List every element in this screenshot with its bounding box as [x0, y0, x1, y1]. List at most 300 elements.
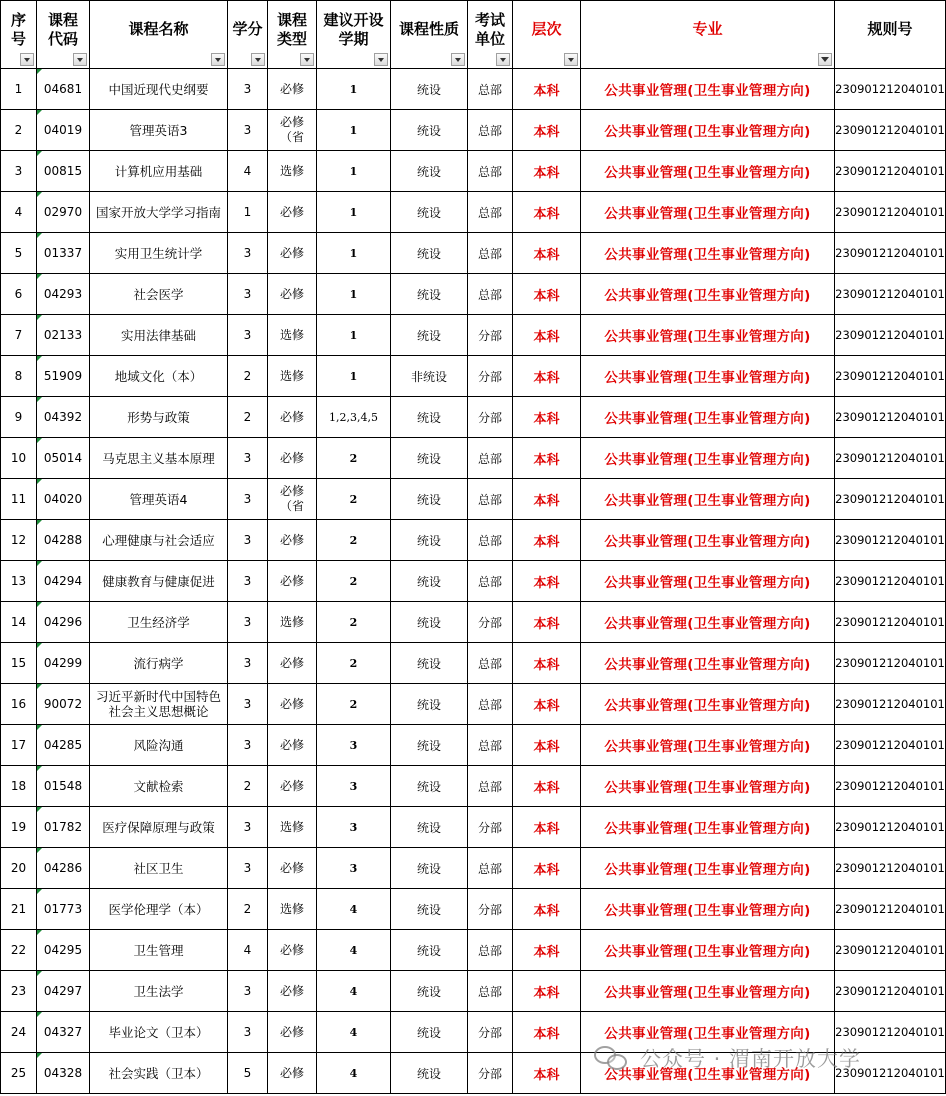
cell-credit[interactable]: [228, 151, 268, 192]
cell-seq[interactable]: [1, 520, 37, 561]
cell-major[interactable]: [581, 69, 835, 110]
cell-type[interactable]: [268, 397, 317, 438]
cell-exam[interactable]: [468, 274, 513, 315]
cell-credit[interactable]: [228, 766, 268, 807]
cell-major[interactable]: [581, 725, 835, 766]
cell-name[interactable]: [90, 151, 228, 192]
cell-name[interactable]: [90, 643, 228, 684]
cell-level[interactable]: [513, 766, 581, 807]
cell-nature[interactable]: [391, 69, 468, 110]
cell-major[interactable]: [581, 561, 835, 602]
cell-exam[interactable]: [468, 1012, 513, 1053]
cell-name[interactable]: [90, 602, 228, 643]
cell-credit[interactable]: [228, 192, 268, 233]
cell-seq[interactable]: [1, 971, 37, 1012]
cell-name[interactable]: [90, 684, 228, 725]
cell-level[interactable]: [513, 110, 581, 151]
cell-code[interactable]: [37, 192, 90, 233]
cell-nature[interactable]: [391, 233, 468, 274]
cell-credit[interactable]: [228, 930, 268, 971]
cell-seq[interactable]: [1, 315, 37, 356]
cell-level[interactable]: [513, 930, 581, 971]
cell-nature[interactable]: [391, 725, 468, 766]
cell-level[interactable]: [513, 889, 581, 930]
cell-exam[interactable]: [468, 766, 513, 807]
cell-major[interactable]: [581, 233, 835, 274]
cell-level[interactable]: [513, 315, 581, 356]
cell-exam[interactable]: [468, 889, 513, 930]
cell-term[interactable]: [317, 1053, 391, 1094]
cell-code[interactable]: [37, 69, 90, 110]
number-as-text-marker-icon: [37, 69, 42, 74]
cell-nature[interactable]: [391, 520, 468, 561]
cell-major[interactable]: [581, 397, 835, 438]
cell-term[interactable]: [317, 397, 391, 438]
cell-term[interactable]: [317, 807, 391, 848]
filter-dropdown-button[interactable]: [374, 53, 388, 66]
cell-credit[interactable]: [228, 725, 268, 766]
cell-level[interactable]: [513, 1012, 581, 1053]
cell-credit[interactable]: [228, 274, 268, 315]
cell-text: 必修: [279, 245, 304, 260]
cell-rule[interactable]: [835, 643, 946, 684]
cell-exam[interactable]: [468, 971, 513, 1012]
cell-nature[interactable]: [391, 971, 468, 1012]
cell-name[interactable]: [90, 561, 228, 602]
cell-type[interactable]: [268, 274, 317, 315]
cell-type[interactable]: [268, 930, 317, 971]
cell-code[interactable]: [37, 684, 90, 725]
cell-rule[interactable]: [835, 848, 946, 889]
cell-nature[interactable]: [391, 602, 468, 643]
cell-code[interactable]: [37, 479, 90, 520]
cell-nature[interactable]: [391, 1012, 468, 1053]
cell-term[interactable]: [317, 151, 391, 192]
cell-nature[interactable]: [391, 807, 468, 848]
cell-major[interactable]: [581, 110, 835, 151]
cell-term[interactable]: [317, 766, 391, 807]
cell-exam[interactable]: [468, 397, 513, 438]
cell-rule[interactable]: [835, 233, 946, 274]
cell-seq[interactable]: [1, 643, 37, 684]
cell-major[interactable]: [581, 643, 835, 684]
cell-text: 1: [349, 123, 358, 137]
cell-code[interactable]: [37, 848, 90, 889]
cell-seq[interactable]: [1, 192, 37, 233]
cell-code[interactable]: [37, 1053, 90, 1094]
cell-rule[interactable]: [835, 315, 946, 356]
cell-type[interactable]: [268, 520, 317, 561]
cell-exam[interactable]: [468, 807, 513, 848]
cell-major[interactable]: [581, 274, 835, 315]
cell-rule[interactable]: [835, 561, 946, 602]
cell-code[interactable]: [37, 971, 90, 1012]
filter-dropdown-button[interactable]: [451, 53, 465, 66]
cell-credit[interactable]: [228, 110, 268, 151]
cell-seq[interactable]: [1, 69, 37, 110]
cell-level[interactable]: [513, 602, 581, 643]
cell-rule[interactable]: [835, 151, 946, 192]
filter-dropdown-button[interactable]: [73, 53, 87, 66]
cell-type[interactable]: [268, 848, 317, 889]
cell-seq[interactable]: [1, 930, 37, 971]
cell-nature[interactable]: [391, 1053, 468, 1094]
cell-term[interactable]: [317, 971, 391, 1012]
cell-code[interactable]: [37, 438, 90, 479]
cell-term[interactable]: [317, 602, 391, 643]
cell-type[interactable]: [268, 684, 317, 725]
cell-rule[interactable]: [835, 602, 946, 643]
cell-credit[interactable]: [228, 971, 268, 1012]
cell-major[interactable]: [581, 520, 835, 561]
cell-rule[interactable]: [835, 520, 946, 561]
cell-credit[interactable]: [228, 1053, 268, 1094]
cell-name[interactable]: [90, 438, 228, 479]
cell-nature[interactable]: [391, 848, 468, 889]
cell-exam[interactable]: [468, 848, 513, 889]
cell-credit[interactable]: [228, 643, 268, 684]
cell-name[interactable]: [90, 725, 228, 766]
cell-code[interactable]: [37, 110, 90, 151]
cell-exam[interactable]: [468, 233, 513, 274]
cell-rule[interactable]: [835, 438, 946, 479]
cell-credit[interactable]: [228, 479, 268, 520]
cell-major[interactable]: [581, 971, 835, 1012]
cell-code[interactable]: [37, 807, 90, 848]
cell-type[interactable]: [268, 766, 317, 807]
cell-rule[interactable]: [835, 766, 946, 807]
filter-dropdown-button[interactable]: [251, 53, 265, 66]
table-row: [1, 479, 946, 520]
cell-seq[interactable]: [1, 110, 37, 151]
cell-term[interactable]: [317, 479, 391, 520]
cell-type[interactable]: [268, 315, 317, 356]
cell-nature[interactable]: [391, 438, 468, 479]
table-row: [1, 438, 946, 479]
cell-type[interactable]: [268, 561, 317, 602]
col-header-level: [513, 1, 581, 69]
cell-rule[interactable]: [835, 274, 946, 315]
cell-rule[interactable]: [835, 397, 946, 438]
cell-code[interactable]: [37, 766, 90, 807]
cell-term[interactable]: [317, 684, 391, 725]
cell-name[interactable]: [90, 192, 228, 233]
cell-exam[interactable]: [468, 192, 513, 233]
cell-level[interactable]: [513, 274, 581, 315]
cell-name[interactable]: [90, 848, 228, 889]
cell-type[interactable]: [268, 479, 317, 520]
cell-rule[interactable]: [835, 69, 946, 110]
cell-term[interactable]: [317, 889, 391, 930]
cell-code[interactable]: [37, 356, 90, 397]
cell-name[interactable]: [90, 1053, 228, 1094]
col-header-label: 专业: [692, 20, 723, 38]
cell-seq[interactable]: [1, 602, 37, 643]
cell-type[interactable]: [268, 1012, 317, 1053]
cell-text: 必修: [279, 1065, 304, 1080]
cell-seq[interactable]: [1, 766, 37, 807]
cell-seq[interactable]: [1, 1012, 37, 1053]
cell-term[interactable]: [317, 1012, 391, 1053]
filter-dropdown-button[interactable]: [20, 53, 34, 66]
cell-term[interactable]: [317, 520, 391, 561]
cell-type[interactable]: [268, 110, 317, 151]
cell-nature[interactable]: [391, 192, 468, 233]
cell-major[interactable]: [581, 438, 835, 479]
cell-seq[interactable]: [1, 684, 37, 725]
cell-nature[interactable]: [391, 479, 468, 520]
cell-term[interactable]: [317, 356, 391, 397]
cell-rule[interactable]: [835, 192, 946, 233]
cell-type[interactable]: [268, 643, 317, 684]
cell-exam[interactable]: [468, 110, 513, 151]
cell-text: 必修: [279, 573, 304, 588]
cell-rule[interactable]: [835, 930, 946, 971]
cell-term[interactable]: [317, 561, 391, 602]
cell-credit[interactable]: [228, 233, 268, 274]
cell-nature[interactable]: [391, 561, 468, 602]
cell-level[interactable]: [513, 971, 581, 1012]
cell-major[interactable]: [581, 766, 835, 807]
cell-major[interactable]: [581, 684, 835, 725]
cell-rule[interactable]: [835, 725, 946, 766]
cell-level[interactable]: [513, 356, 581, 397]
cell-name[interactable]: [90, 397, 228, 438]
cell-type[interactable]: [268, 438, 317, 479]
cell-level[interactable]: [513, 520, 581, 561]
cell-text: 5: [14, 246, 23, 260]
cell-level[interactable]: [513, 69, 581, 110]
cell-text: 总部: [477, 984, 502, 999]
cell-term[interactable]: [317, 643, 391, 684]
cell-seq[interactable]: [1, 889, 37, 930]
cell-exam[interactable]: [468, 69, 513, 110]
cell-level[interactable]: [513, 479, 581, 520]
cell-level[interactable]: [513, 684, 581, 725]
cell-code[interactable]: [37, 1012, 90, 1053]
cell-credit[interactable]: [228, 438, 268, 479]
cell-type[interactable]: [268, 971, 317, 1012]
cell-seq[interactable]: [1, 151, 37, 192]
cell-credit[interactable]: [228, 889, 268, 930]
cell-nature[interactable]: [391, 110, 468, 151]
cell-rule[interactable]: [835, 356, 946, 397]
cell-level[interactable]: [513, 807, 581, 848]
filter-dropdown-button[interactable]: [211, 53, 225, 66]
cell-code[interactable]: [37, 643, 90, 684]
cell-seq[interactable]: [1, 397, 37, 438]
cell-major[interactable]: [581, 192, 835, 233]
cell-nature[interactable]: [391, 151, 468, 192]
cell-nature[interactable]: [391, 930, 468, 971]
cell-type[interactable]: [268, 889, 317, 930]
cell-text: 3: [243, 82, 252, 96]
cell-seq[interactable]: [1, 807, 37, 848]
cell-name[interactable]: [90, 274, 228, 315]
cell-term[interactable]: [317, 274, 391, 315]
cell-level[interactable]: [513, 397, 581, 438]
cell-level[interactable]: [513, 192, 581, 233]
cell-level[interactable]: [513, 151, 581, 192]
cell-level[interactable]: [513, 561, 581, 602]
cell-nature[interactable]: [391, 397, 468, 438]
cell-nature[interactable]: [391, 889, 468, 930]
cell-name[interactable]: [90, 69, 228, 110]
cell-term[interactable]: [317, 848, 391, 889]
cell-credit[interactable]: [228, 315, 268, 356]
cell-text: 2: [349, 492, 358, 506]
cell-code[interactable]: [37, 233, 90, 274]
cell-name[interactable]: [90, 356, 228, 397]
cell-nature[interactable]: [391, 315, 468, 356]
cell-level[interactable]: [513, 438, 581, 479]
cell-major[interactable]: [581, 356, 835, 397]
cell-rule[interactable]: [835, 479, 946, 520]
cell-type[interactable]: [268, 1053, 317, 1094]
cell-code[interactable]: [37, 397, 90, 438]
cell-major[interactable]: [581, 151, 835, 192]
cell-exam[interactable]: [468, 602, 513, 643]
cell-text: 230901212040101: [835, 984, 945, 998]
cell-term[interactable]: [317, 315, 391, 356]
cell-name[interactable]: [90, 520, 228, 561]
cell-credit[interactable]: [228, 848, 268, 889]
cell-seq[interactable]: [1, 725, 37, 766]
filter-active-icon[interactable]: [818, 53, 832, 66]
cell-code[interactable]: [37, 889, 90, 930]
cell-exam[interactable]: [468, 1053, 513, 1094]
cell-term[interactable]: [317, 233, 391, 274]
filter-dropdown-button[interactable]: [496, 53, 510, 66]
cell-credit[interactable]: [228, 561, 268, 602]
cell-level[interactable]: [513, 1053, 581, 1094]
cell-name[interactable]: [90, 930, 228, 971]
cell-major[interactable]: [581, 479, 835, 520]
cell-type[interactable]: [268, 807, 317, 848]
cell-name[interactable]: [90, 110, 228, 151]
cell-exam[interactable]: [468, 315, 513, 356]
cell-nature[interactable]: [391, 356, 468, 397]
cell-credit[interactable]: [228, 807, 268, 848]
filter-dropdown-button[interactable]: [564, 53, 578, 66]
cell-major[interactable]: [581, 889, 835, 930]
cell-code[interactable]: [37, 602, 90, 643]
cell-exam[interactable]: [468, 643, 513, 684]
cell-text: 心理健康与社会适应: [102, 532, 215, 548]
cell-type[interactable]: [268, 602, 317, 643]
number-as-text-marker-icon: [37, 766, 42, 771]
cell-term[interactable]: [317, 192, 391, 233]
cell-text: 本科: [533, 739, 560, 755]
cell-nature[interactable]: [391, 274, 468, 315]
cell-name[interactable]: [90, 766, 228, 807]
cell-level[interactable]: [513, 643, 581, 684]
cell-credit[interactable]: [228, 1012, 268, 1053]
cell-name[interactable]: [90, 807, 228, 848]
cell-name[interactable]: [90, 971, 228, 1012]
cell-exam[interactable]: [468, 356, 513, 397]
cell-term[interactable]: [317, 69, 391, 110]
cell-credit[interactable]: [228, 684, 268, 725]
cell-credit[interactable]: [228, 356, 268, 397]
cell-seq[interactable]: [1, 561, 37, 602]
cell-major[interactable]: [581, 930, 835, 971]
cell-type[interactable]: [268, 192, 317, 233]
cell-nature[interactable]: [391, 684, 468, 725]
cell-exam[interactable]: [468, 520, 513, 561]
cell-rule[interactable]: [835, 110, 946, 151]
cell-exam[interactable]: [468, 930, 513, 971]
cell-type[interactable]: [268, 233, 317, 274]
cell-level[interactable]: [513, 725, 581, 766]
cell-major[interactable]: [581, 848, 835, 889]
cell-code[interactable]: [37, 561, 90, 602]
cell-code[interactable]: [37, 520, 90, 561]
cell-major[interactable]: [581, 807, 835, 848]
cell-name[interactable]: [90, 233, 228, 274]
cell-code[interactable]: [37, 151, 90, 192]
cell-name[interactable]: [90, 479, 228, 520]
cell-rule[interactable]: [835, 807, 946, 848]
cell-rule[interactable]: [835, 684, 946, 725]
cell-nature[interactable]: [391, 643, 468, 684]
cell-credit[interactable]: [228, 520, 268, 561]
cell-term[interactable]: [317, 930, 391, 971]
cell-exam[interactable]: [468, 479, 513, 520]
cell-seq[interactable]: [1, 1053, 37, 1094]
cell-term[interactable]: [317, 110, 391, 151]
cell-seq[interactable]: [1, 274, 37, 315]
cell-exam[interactable]: [468, 684, 513, 725]
cell-level[interactable]: [513, 233, 581, 274]
cell-code[interactable]: [37, 274, 90, 315]
cell-seq[interactable]: [1, 438, 37, 479]
cell-major[interactable]: [581, 315, 835, 356]
cell-name[interactable]: [90, 889, 228, 930]
cell-name[interactable]: [90, 1012, 228, 1053]
cell-name[interactable]: [90, 315, 228, 356]
cell-seq[interactable]: [1, 356, 37, 397]
cell-type[interactable]: [268, 69, 317, 110]
cell-credit[interactable]: [228, 397, 268, 438]
cell-seq[interactable]: [1, 848, 37, 889]
cell-code[interactable]: [37, 315, 90, 356]
cell-seq[interactable]: [1, 479, 37, 520]
cell-type[interactable]: [268, 725, 317, 766]
cell-code[interactable]: [37, 930, 90, 971]
filter-dropdown-button[interactable]: [300, 53, 314, 66]
number-as-text-marker-icon: [37, 889, 42, 894]
cell-term[interactable]: [317, 438, 391, 479]
cell-credit[interactable]: [228, 69, 268, 110]
cell-rule[interactable]: [835, 889, 946, 930]
cell-type[interactable]: [268, 151, 317, 192]
cell-exam[interactable]: [468, 151, 513, 192]
cell-exam[interactable]: [468, 561, 513, 602]
cell-seq[interactable]: [1, 233, 37, 274]
cell-term[interactable]: [317, 725, 391, 766]
cell-nature[interactable]: [391, 766, 468, 807]
cell-rule[interactable]: [835, 971, 946, 1012]
cell-text: 统设: [416, 697, 441, 712]
cell-code[interactable]: [37, 725, 90, 766]
cell-exam[interactable]: [468, 438, 513, 479]
cell-level[interactable]: [513, 848, 581, 889]
cell-type[interactable]: [268, 356, 317, 397]
cell-major[interactable]: [581, 602, 835, 643]
cell-exam[interactable]: [468, 725, 513, 766]
cell-credit[interactable]: [228, 602, 268, 643]
